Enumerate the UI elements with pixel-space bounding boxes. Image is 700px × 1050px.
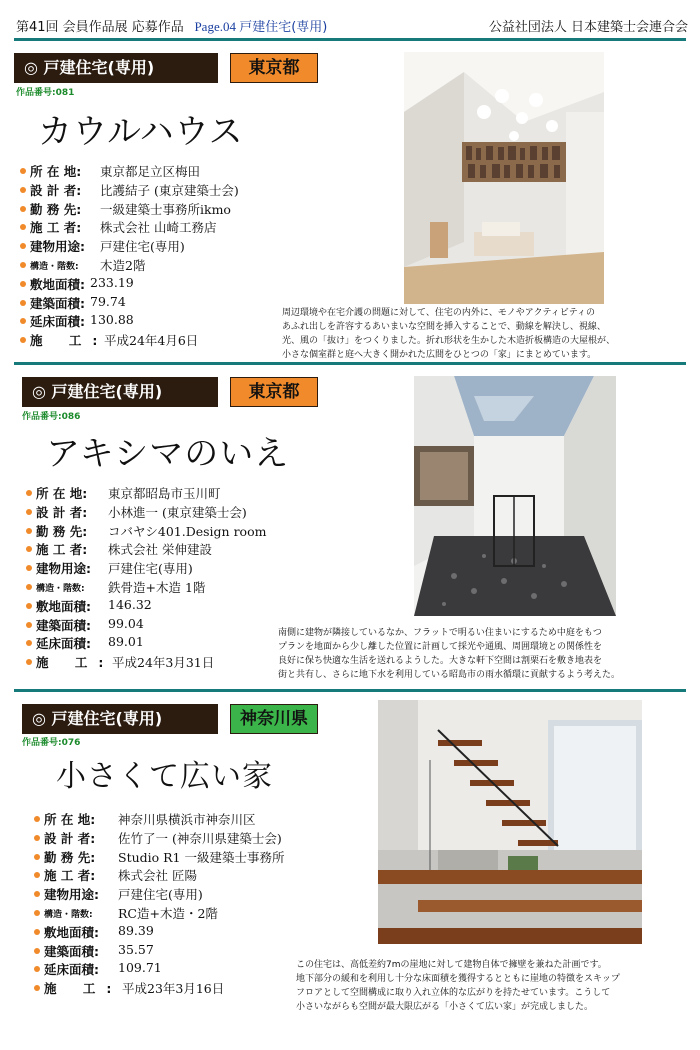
detail-value: 233.19: [90, 274, 134, 290]
detail-label: 敷地面積:: [36, 598, 91, 614]
bullet-icon: [20, 187, 26, 193]
detail-value: 35.57: [118, 941, 154, 957]
work-description: [278, 626, 620, 682]
detail-value: 小林進一 (東京建築士会): [108, 504, 247, 520]
bullet-icon: [20, 300, 26, 306]
detail-label: 構造・階数:: [30, 261, 79, 272]
description-line: 良好に保ち快適な生活を送れるようした。大きな軒下空間は割栗石を敷き地表を: [278, 656, 603, 666]
detail-label: 建物用途:: [36, 561, 91, 577]
page-header: [0, 0, 700, 38]
detail-label: 施 工 者:: [30, 220, 82, 236]
bullet-icon: [34, 929, 40, 935]
detail-label: 施 工 者:: [36, 542, 88, 558]
prefecture-badge: 東京都: [230, 53, 318, 83]
entry-banner: [22, 704, 318, 734]
bullet-icon: [34, 854, 40, 860]
prefecture-badge: 神奈川県: [230, 704, 318, 734]
detail-label: 敷地面積:: [30, 276, 85, 292]
courtyard-photo-icon: [414, 376, 616, 616]
description-line: 小さな個室群と庭へ大きく開かれた広間をひとつの「家」にまとめています。: [282, 350, 597, 360]
detail-value: 株式会社 匠陽: [118, 868, 197, 884]
detail-value: 東京都昭島市玉川町: [108, 486, 221, 501]
work-title: カウルハウス: [38, 112, 244, 152]
category-label: ◎ 戸建住宅(専用): [22, 377, 218, 407]
bullet-icon: [26, 584, 32, 590]
detail-label: 設 計 者:: [36, 504, 88, 520]
detail-label: 勤 務 先:: [44, 849, 96, 865]
detail-value: 株式会社 栄伸建設: [108, 542, 212, 558]
work-number: 作品番号:081: [16, 88, 75, 98]
bullet-icon: [34, 948, 40, 954]
bullet-icon: [26, 603, 32, 609]
bullet-icon: [26, 640, 32, 646]
work-description: [296, 958, 620, 1014]
detail-value: 平成24年3月31日: [112, 655, 215, 671]
bullet-icon: [20, 262, 26, 268]
detail-value: 戸建住宅(専用): [100, 239, 185, 255]
interior-photo-icon: [404, 52, 604, 304]
bullet-icon: [34, 966, 40, 972]
bullet-icon: [20, 206, 26, 212]
exhibit-title: 第41回 会員作品展 応募作品: [16, 20, 184, 35]
bullet-icon: [34, 872, 40, 878]
bullet-icon: [26, 659, 32, 665]
detail-label: 建物用途:: [44, 887, 99, 903]
detail-value: 109.71: [118, 960, 162, 976]
detail-value: 株式会社 山崎工務店: [100, 220, 217, 236]
work-title: 小さくて広い家: [56, 759, 273, 794]
detail-label: 延床面積:: [30, 314, 85, 330]
photo-akishima-house: [414, 376, 616, 616]
detail-label: 構造・階数:: [36, 583, 85, 594]
detail-value: 89.39: [118, 922, 154, 938]
detail-value: 佐竹了一 (神奈川県建築士会): [118, 830, 282, 846]
detail-value: 鉄骨造+木造 1階: [108, 579, 206, 595]
detail-label: 延床面積:: [44, 962, 99, 978]
detail-value: 平成24年4月6日: [104, 333, 199, 349]
stair-interior-photo-icon: [378, 700, 642, 944]
detail-value: 79.74: [90, 293, 126, 309]
description-line: 地下部分の緩和を利用し十分な床面積を獲得するとともに崖地の特徴をスキップ: [296, 974, 620, 984]
detail-label: 施 工:: [36, 655, 115, 671]
description-line: 小さいながらも空間が最大限広がる「小さくて広い家」が完成しました。: [296, 1002, 594, 1012]
detail-label: 延床面積:: [36, 636, 91, 652]
detail-value: 戸建住宅(専用): [108, 561, 193, 577]
description-line: 南側に建物が隣接しているなか、フラットで明るい住まいにするため中庭をもつ: [278, 628, 602, 638]
bullet-icon: [20, 168, 26, 174]
description-line: 光、風の「抜け」をつくりました。折れ形状を生かした木造折板構造の大屋根が、: [282, 336, 616, 346]
detail-value: 平成23年3月16日: [122, 981, 225, 997]
detail-label: 設 計 者:: [30, 182, 82, 198]
bullet-icon: [34, 816, 40, 822]
entry-banner: [14, 53, 318, 83]
entry-banner: [22, 377, 318, 407]
detail-label: 所 在 地:: [30, 164, 82, 179]
bullet-icon: [20, 243, 26, 249]
bullet-icon: [20, 224, 26, 230]
description-line: プランを地面から少し離した位置に計画して採光や通風、周囲環境との関係性を: [278, 642, 603, 652]
description-line: 街と共有し、さらに地下水を利用している昭島市の雨水循環に貢献するよう考えた。: [278, 670, 621, 680]
detail-value: 比護結子 (東京建築士会): [100, 182, 239, 198]
bullet-icon: [34, 891, 40, 897]
bullet-icon: [34, 985, 40, 991]
bullet-icon: [26, 622, 32, 628]
detail-label: 設 計 者:: [44, 830, 96, 846]
detail-label: 建築面積:: [36, 617, 91, 633]
page-number-text: Page.04: [194, 19, 236, 34]
category-label: ◎ 戸建住宅(専用): [22, 704, 218, 734]
category-label: ◎ 戸建住宅(専用): [14, 53, 218, 83]
bullet-icon: [20, 337, 26, 343]
detail-value: 89.01: [108, 634, 144, 650]
prefecture-badge: 東京都: [230, 377, 318, 407]
detail-label: 所 在 地:: [36, 486, 88, 501]
detail-value: 東京都足立区梅田: [100, 164, 201, 179]
detail-label: 建築面積:: [30, 295, 85, 311]
detail-value: 130.88: [90, 312, 134, 328]
photo-small-wide-house: [378, 700, 642, 944]
detail-value: 神奈川県横浜市神奈川区: [118, 812, 256, 827]
bullet-icon: [26, 528, 32, 534]
page-number: [188, 19, 327, 34]
description-line: フロアとして空間構成に取り入れ立体的な広がりを持たせています。こうして: [296, 988, 611, 998]
bullet-icon: [20, 281, 26, 287]
section-divider: [14, 362, 686, 365]
detail-label: 施 工:: [30, 333, 109, 349]
header-divider: [14, 38, 686, 41]
detail-value: コバヤシ401.Design room: [108, 523, 267, 539]
detail-label: 勤 務 先:: [30, 201, 82, 217]
description-line: あふれ出しを許容するあいまいな空間を挿入することで、動線を解決し、視線、: [282, 322, 606, 332]
detail-label: 敷地面積:: [44, 924, 99, 940]
page-category: 戸建住宅(専用): [239, 20, 328, 35]
detail-value: 一級建築士事務所ikmo: [100, 201, 231, 217]
bullet-icon: [26, 490, 32, 496]
detail-label: 施 工 者:: [44, 868, 96, 884]
description-line: 周辺環境や在宅介護の問題に対して、住宅の内外に、モノやアクティビティの: [282, 308, 596, 318]
detail-value: 99.04: [108, 615, 144, 631]
work-number: 作品番号:086: [22, 412, 81, 422]
work-title: アキシマのいえ: [46, 434, 290, 474]
work-number: 作品番号:076: [22, 738, 81, 748]
detail-label: 構造・階数:: [44, 909, 93, 920]
detail-value: 木造2階: [100, 257, 146, 273]
detail-value: RC造+木造・2階: [118, 905, 218, 921]
detail-label: 建築面積:: [44, 943, 99, 959]
bullet-icon: [26, 546, 32, 552]
bullet-icon: [26, 509, 32, 515]
bullet-icon: [34, 835, 40, 841]
organization-name: 公益社団法人 日本建築士会連合会: [488, 20, 688, 35]
bullet-icon: [26, 565, 32, 571]
detail-label: 施 工:: [44, 981, 123, 997]
detail-value: 戸建住宅(専用): [118, 887, 203, 903]
detail-label: 勤 務 先:: [36, 523, 88, 539]
work-description: [282, 306, 615, 362]
header-left: [16, 16, 327, 35]
photo-kaul-house: [404, 52, 604, 304]
description-line: この住宅は、高低差約7mの崖地に対して建物自体で擁壁を兼ねた計画です。: [296, 960, 607, 970]
bullet-icon: [20, 318, 26, 324]
section-divider: [14, 689, 686, 692]
detail-value: Studio R1 一級建築士事務所: [118, 849, 285, 865]
detail-label: 建物用途:: [30, 239, 85, 255]
bullet-icon: [34, 910, 40, 916]
detail-value: 146.32: [108, 596, 152, 612]
detail-label: 所 在 地:: [44, 812, 96, 827]
